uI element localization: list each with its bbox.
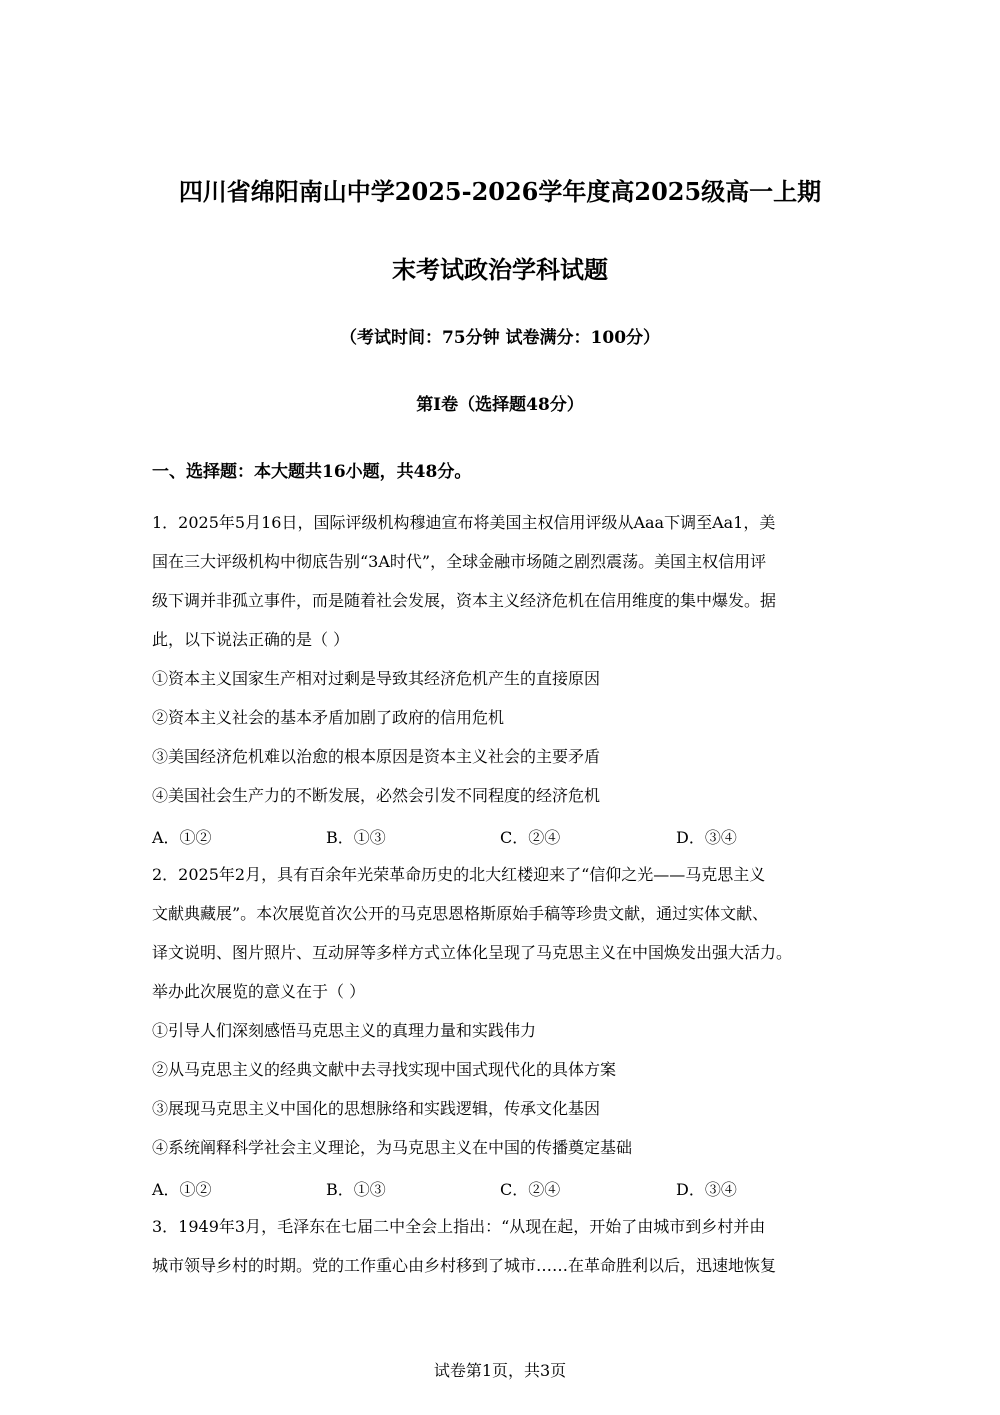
option-c: C．②④ [500, 828, 561, 847]
question-stem-line: 级下调并非孤立事件，而是随着社会发展，资本主义经济危机在信用维度的集中爆发。据 [152, 591, 777, 610]
option-d: D．③④ [676, 1180, 737, 1199]
question-item: ①资本主义国家生产相对过剩是导致其经济危机产生的直接原因 [152, 669, 601, 688]
exam-info: （考试时间：75分钟 试卷满分：100分） [339, 328, 661, 348]
volume-heading: 第I卷（选择题48分） [416, 395, 584, 415]
exam-title-line-2: 末考试政治学科试题 [392, 255, 608, 284]
question-item: ②从马克思主义的经典文献中去寻找实现中国式现代化的具体方案 [152, 1060, 617, 1079]
answer-options [152, 1177, 852, 1197]
question-stem-line: 此，以下说法正确的是（ ） [152, 630, 350, 649]
question-stem-line: 2．2025年2月，具有百余年光荣革命历史的北大红楼迎来了“信仰之光——马克思主义 [152, 865, 766, 884]
option-b: B．①③ [326, 1180, 386, 1199]
exam-title-line-1: 四川省绵阳南山中学2025-2026学年度高2025级高一上期 [178, 177, 822, 206]
question-item: ④美国社会生产力的不断发展，必然会引发不同程度的经济危机 [152, 786, 601, 805]
option-a: A．①② [152, 828, 212, 847]
section-heading: 一、选择题：本大题共16小题，共48分。 [152, 462, 472, 482]
question-stem-line: 3．1949年3月，毛泽东在七届二中全会上指出：“从现在起，开始了由城市到乡村并由 [152, 1217, 766, 1236]
question-item: ①引导人们深刻感悟马克思主义的真理力量和实践伟力 [152, 1021, 537, 1040]
question-stem-line: 国在三大评级机构中彻底告别“3A时代”，全球金融市场随之剧烈震荡。美国主权信用评 [152, 552, 767, 571]
question-item: ③展现马克思主义中国化的思想脉络和实践逻辑，传承文化基因 [152, 1099, 601, 1118]
question-stem-line: 1．2025年5月16日，国际评级机构穆迪宣布将美国主权信用评级从Aaa下调至Aa1，美 [152, 513, 776, 532]
question-item: ②资本主义社会的基本矛盾加剧了政府的信用危机 [152, 708, 505, 727]
question-stem-line: 举办此次展览的意义在于（ ） [152, 982, 366, 1001]
question-stem-line: 城市领导乡村的时期。党的工作重心由乡村移到了城市……在革命胜利以后，迅速地恢复 [152, 1256, 777, 1275]
answer-options [152, 825, 852, 845]
option-c: C．②④ [500, 1180, 561, 1199]
question-item: ③美国经济危机难以治愈的根本原因是资本主义社会的主要矛盾 [152, 747, 601, 766]
option-b: B．①③ [326, 828, 386, 847]
question-stem-line: 文献典藏展”。本次展览首次公开的马克思恩格斯原始手稿等珍贵文献，通过实体文献、 [152, 904, 769, 923]
page-footer: 试卷第1页，共3页 [433, 1361, 567, 1380]
option-d: D．③④ [676, 828, 737, 847]
option-a: A．①② [152, 1180, 212, 1199]
question-item: ④系统阐释科学社会主义理论，为马克思主义在中国的传播奠定基础 [152, 1138, 633, 1157]
question-stem-line: 译文说明、图片照片、互动屏等多样方式立体化呈现了马克思主义在中国焕发出强大活力。 [152, 943, 793, 962]
